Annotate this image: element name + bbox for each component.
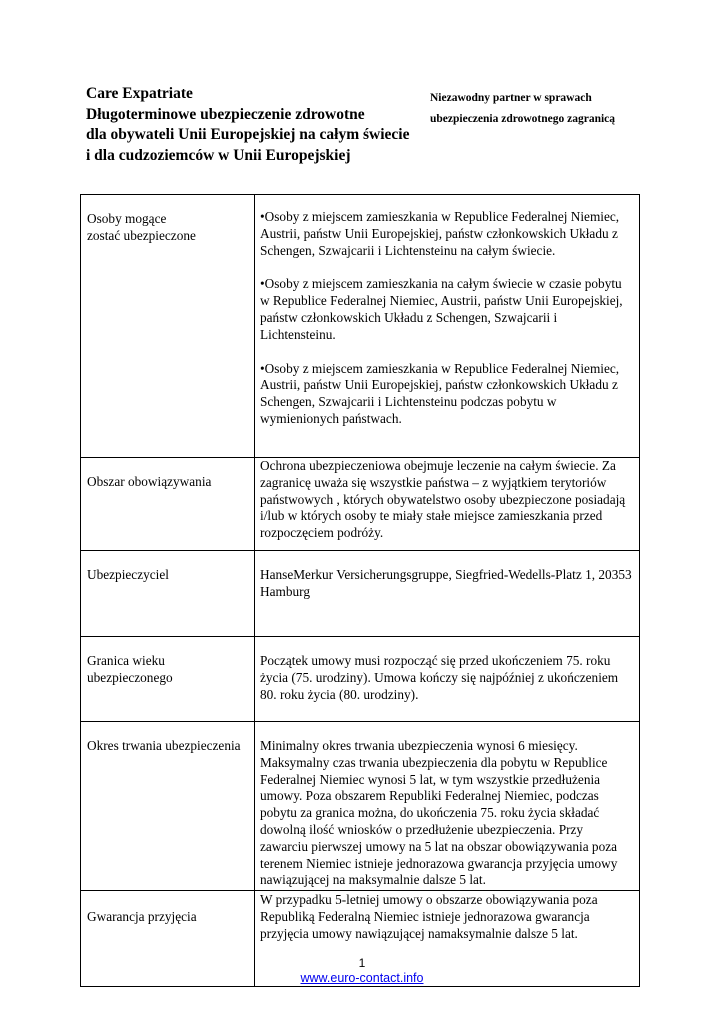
row-label-text: Osoby mogące zostać ubezpieczone (87, 211, 196, 243)
row-value (255, 458, 640, 551)
insurance-info-table (80, 194, 640, 987)
tagline-line: ubezpieczenia zdrowotnego zagranicą (430, 112, 616, 125)
row-label (81, 195, 255, 458)
row-paragraph: •Osoby z miejscem zamieszkania w Republice Federalnej Niemiec, Austrii, państw Unii Europejskiej, państw członkowskich Układu z Schengen, Szwajcarii i Lichtensteinu na całym świecie. (260, 209, 620, 258)
title-line: Długoterminowe ubezpieczenie zdrowotne (86, 105, 365, 123)
row-label (81, 637, 255, 722)
table-row (81, 551, 640, 637)
row-paragraph: HanseMerkur Versicherungsgruppe, Siegfried-Wedells-Platz 1, 20353 Hamburg (260, 567, 632, 599)
document-title (86, 84, 416, 166)
table-row (81, 458, 640, 551)
row-label-text: Okres trwania ubezpieczenia (87, 738, 241, 753)
row-label-text: Gwarancja przyjęcia (87, 909, 197, 924)
row-label (81, 551, 255, 637)
tagline-line: Niezawodny partner w sprawach (430, 92, 592, 104)
table-row (81, 195, 640, 458)
row-value (255, 637, 640, 722)
row-paragraph: Ochrona ubezpieczeniowa obejmuje leczenie na całym świecie. Za zagranicę uważa się wszystkie państwa – z wyjątkiem terytoriów państwowych , których obywatelstwo osoby ubezpieczone posiadają i/lub w których osoby te miały stałe miejsce zamieszkania przed rozpoczęciem podróży. (260, 458, 626, 541)
row-label-text: Obszar obowiązywania (87, 474, 212, 489)
company-tagline (430, 88, 690, 129)
title-line: dla obywateli Unii Europejskiej na całym świecie (86, 126, 410, 143)
row-label (81, 458, 255, 551)
table-row (81, 722, 640, 891)
row-paragraph: •Osoby z miejscem zamieszkania na całym świecie w czasie pobytu w Republice Federalnej Niemiec, Austrii, państw Unii Europejskiej, państw członkowskich Układu z Schengen, Szwajcarii i Lichtensteinu. (260, 276, 623, 342)
table-row (81, 637, 640, 722)
row-paragraph: Początek umowy musi rozpocząć się przed ukończeniem 75. roku życia (75. urodziny). Umowa kończy się najpóźniej z ukończeniem 80. roku życia (80. urodziny). (260, 653, 619, 702)
row-paragraph: Minimalny okres trwania ubezpieczenia wynosi 6 miesięcy. Maksymalny czas trwania ubezpieczenia dla pobytu w Republice Federalnej Niemiec wynosi 5 lat, w tym wszystkie przedłużenia umowy. Poza obszarem Republiki Federalnej Niemiec, podczas pobytu za granica można, do ukończenia 75. roku życia składać dowolną ilość wniosków o przedłużenie ubezpieczenia. Przy zawarciu pierwszej umowy na 5 lat na obszar obowiązywania poza terenem Niemiec istnieje jednorazowa gwarancja przyjęcia umowy nawiązującej na maksymalnie dalsze 5 lat. (260, 738, 618, 888)
title-line: i dla cudzoziemców w Unii Europejskiej (86, 146, 351, 164)
row-value (255, 722, 640, 891)
row-value (255, 195, 640, 458)
row-paragraph: W przypadku 5-letniej umowy o obszarze obowiązywania poza Republiką Federalną Niemiec istnieje jednorazowa gwarancja przyjęcia umowy nawiązującej namaksymalnie dalsze 5 lat. (260, 892, 598, 941)
page-number: 1 (358, 956, 366, 970)
row-value (255, 551, 640, 637)
row-paragraph: •Osoby z miejscem zamieszkania w Republice Federalnej Niemiec, Austrii, państw Unii Europejskiej, państw członkowskich Układu z Schengen, Szwajcarii i Lichtensteinu podczas pobytu w wymienionych państwach. (260, 360, 620, 426)
row-label-text: Granica wieku ubezpieczonego (87, 653, 173, 685)
row-label (81, 722, 255, 891)
website-link[interactable]: www.euro-contact.info (300, 971, 424, 985)
row-label-text: Ubezpieczyciel (87, 567, 169, 582)
title-line: Care Expatriate (86, 85, 193, 102)
